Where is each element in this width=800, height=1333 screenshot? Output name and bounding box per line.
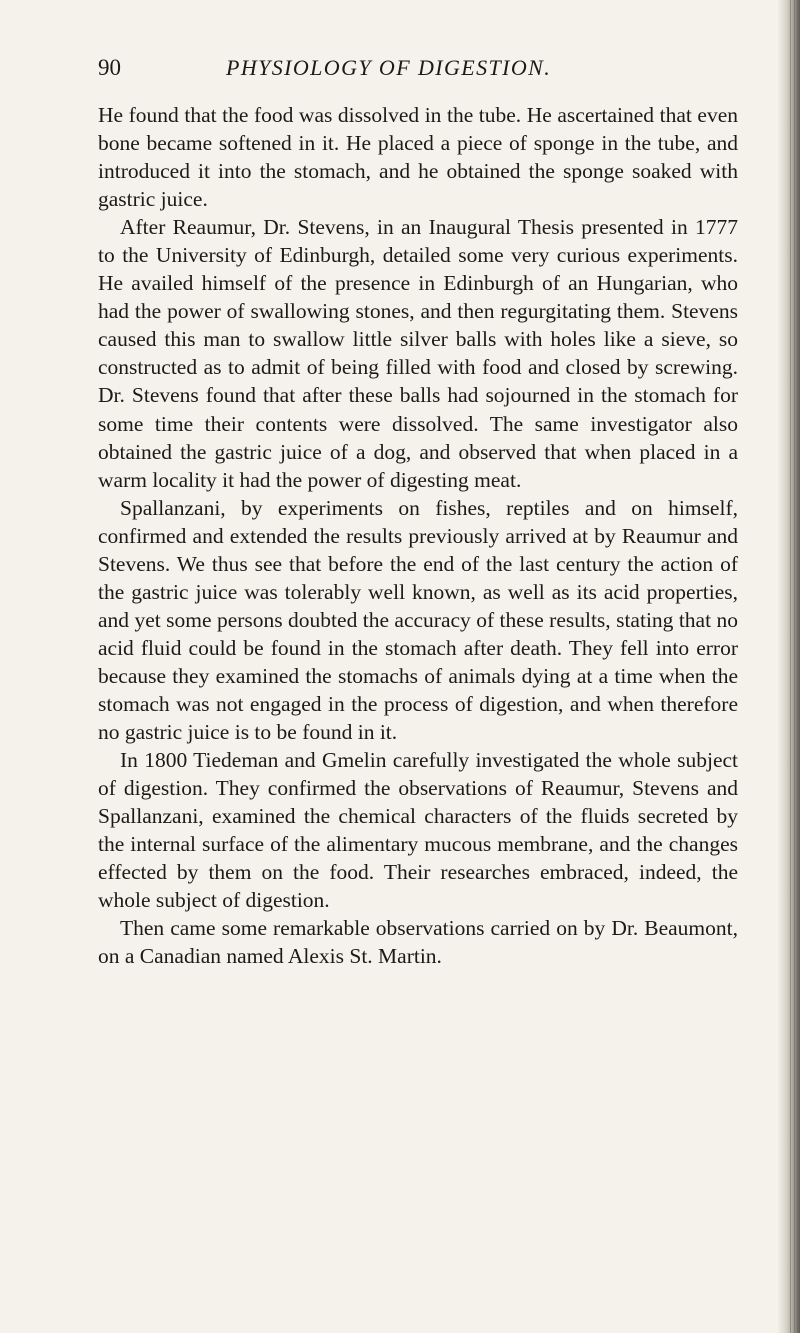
paragraph: He found that the food was dissolved in the tube. He ascertained that even bone became softened in it. He placed a piece of sponge in the tube, and introduced it into the stomach, and he obtained the sponge soaked with gastric juice. (98, 103, 738, 212)
page-number: 90 (98, 55, 121, 80)
body-text (98, 101, 738, 970)
paragraph: Spallanzani, by experiments on fishes, reptiles and on himself, confirmed and extended the results previously arrived at by Reaumur and Stevens. We thus see that before the end of the last century the action of the gastric juice was tolerably well known, as well as its acid properties, and yet some persons doubted the accuracy of these results, stating that no acid fluid could be found in the stomach after death. They fell into error because they examined the stomachs of animals dying at a time when the stomach was not engaged in the process of digestion, and when therefore no gastric juice is to be found in it. (98, 495, 738, 745)
paragraph: Then came some remarkable observations carried on by Dr. Beaumont, on a Canadian named Alexis St. Martin. (98, 916, 738, 969)
page-edge-line (790, 0, 791, 1333)
page-header (98, 55, 738, 87)
page-edge-line (794, 0, 795, 1333)
paragraph: After Reaumur, Dr. Stevens, in an Inaugural Thesis presented in 1777 to the University of Edinburgh, detailed some very curious experiments. He availed himself of the presence in Edinburgh of an Hungarian, who had the power of swallowing stones, and then regurgitating them. Stevens caused this man to swallow little silver balls with holes like a sieve, so constructed as to admit of being filled with food and closed by screwing. Dr. Stevens found that after these balls had sojourned in the stomach for some time their contents were dissolved. The same investigator also obtained the gastric juice of a dog, and observed that when placed in a warm locality it had the power of digesting meat. (98, 215, 738, 492)
page-edge-line (797, 0, 798, 1333)
paragraph: In 1800 Tiedeman and Gmelin carefully investigated the whole subject of digestion. They confirmed the observations of Reaumur, Stevens and Spallanzani, examined the chemical characters of the fluids secreted by the internal surface of the alimentary mucous membrane, and the changes effected by them on the food. Their researches embraced, indeed, the whole subject of digestion. (98, 748, 738, 913)
running-head: PHYSIOLOGY OF DIGESTION. (226, 55, 552, 80)
